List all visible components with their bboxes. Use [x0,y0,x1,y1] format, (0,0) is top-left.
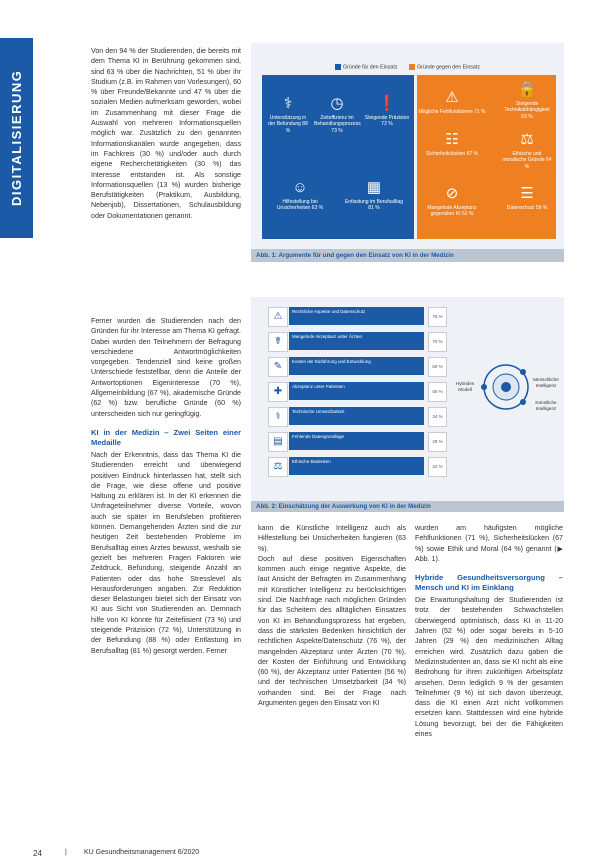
section-heading: KI in der Medizin – Zwei Seiten einer Medaille [91,427,241,447]
paragraph: Nach der Erkenntnis, dass das Thema KI die Studierenden erreicht und überwiegend positiven Eindruck hinterlassen hat, stellt sich die Frage, wie diese offene und positive Haltung zu erklären ist. In der KI erkennen die Umfrageteilnehmer diverse Vorteile, wovon auch sie später im Berufsleben profitieren können. Demangehenden Ärzten sind die zur heutigen Zeit bestehenden Probleme im Berufsalltag eines Arztes bewusst, weshalb sie gezielt bei mehreren Fragen Faktoren wie Zeitdruck, Befundung, steigende Anzahl an Patienten oder das hohe Stresslevel als Herausforderungen angaben. Zur Reduktion dieser Belastungen bietet sich der Einsatz von KI aus Sicht von Studierenden an. Demnach hilfe von KI könnte für Zeitefiisient (73 %) und steigende Präzision (72 %), Unterstützung in der Befundung (88 %) oder Entlastung im Berufsalltag (81 %) gesorgt werden. Ferner [91,450,241,655]
body-column-3 [415,523,563,748]
grid-icon: ▦ [366,179,382,196]
assessment-row [268,407,446,425]
no-icon: ⊘ [445,185,459,202]
warning-icon: ⚠ [445,89,459,106]
row-value: 29 % [428,432,447,452]
ai-label: Künstliche Intelligenz [535,400,557,411]
pro-tile: ❗ Steigende Präzision 72 % [364,95,410,128]
pro-tile: ☺ Hilfestellung bei Unsicherheiten 63 % [270,179,330,212]
body-column-2 [258,523,406,717]
contra-tile: ⚖ Ethische und moralische Gründe 64 % [502,131,552,170]
assessment-row [268,457,446,475]
journal-name: KU Gesundheitsmanagement 6/2020 [84,849,200,856]
pro-tile: ◷ Zeiteffizienz im Behandlungsprozess 73 % [314,95,361,134]
stopwatch-icon: ◷ [330,95,344,112]
users-icon: ☺ [292,179,308,196]
assessment-row [268,382,446,400]
stack-icon: ☰ [520,185,534,202]
row-value: 60 % [428,357,447,377]
assessment-row [268,357,446,375]
contra-tile: ☷ Sicherheitslücken 67 % [417,131,487,157]
warning-icon: ⚠ [268,307,288,327]
figure-caption: Abb. 1: Argumente für und gegen den Einsatz von KI in der Medizin [251,249,564,262]
footer-separator: | [65,849,67,856]
paragraph: Ferner wurden die Studierenden nach den Gründen für ihr Interesse am Thema KI gefragt. Dabei wurden den Teilnehmern der Befragung verschiedene Antwortmöglichkeiten vorgegeben. Tendenziell sind keine großen Unterschiede feststellbar, denn die Anteile der Antwortoptionen Eigeninteresse (70 %), Allgemeinbildung (67 %), akademische Gründe (62 %) bzw. berufliche Gründe (60 %) unterscheiden sich nur geringfügig. [91,317,241,418]
paragraph: wurden am häufigsten mögliche Fehlfunktionen (71 %), Sicherheitslücken (67 %) sowie Ethik und Moral (64 %) genannt (▶ Abb. 1). [415,524,563,563]
node-top [520,369,526,375]
row-text: Mangelnde Akzeptanz unter Ärzten [289,332,424,350]
pro-panel [262,75,414,239]
hybrid-label: Hybrides Modell [455,381,475,392]
legend-contra: Gründe gegen den Einsatz [409,64,480,70]
row-value: 56 % [428,382,447,402]
paragraph: Die Erwartungshaltung der Studierenden ist trotz der bestehenden Schwachstellen überwiegend optimistisch, dass KI in 11-20 Jahren (52 %) oder sogar bereits in 5-10 Jahren (29 %) den medizinischen Alltag erreichen wird. Zusätzlich dazu gaben die Medizinstudenten an, dass sie KI nicht als eine Bedrohung für ihren zukünftigen Arbeitsplatz ansehen. Denn lediglich 9 % der gesamten Teilnehmer (9 %) ist sich davon überzeugt, dass die KI einen Arzt nicht vollkommen ersetzen kann. Stattdessen wird eine hybride Lösung bevorzugt, bei der die Fähigkeiten eines [415,596,563,739]
row-value: 76 % [428,307,447,327]
node-bottom [520,399,526,405]
assessment-row [268,332,446,350]
paragraph: kann die Künstliche Intelligenz auch als Hilfestellung bei Unsicherheiten fungieren (63 %). Doch auf diese positiven Eigenschaften kommen auch einige negative Aspekte, die laut Ansicht der Befragten im Zusammenhang mit Künstlicher Intelligenz zu berücksichtigen sind. Die Nachfrage nach möglichen Gründen für das Scheitern des alltäglichen Einsatzes von KI im Behandlungsprozess hat ergeben, dass die stärksten Bedenken hinsichtlich der rechtlichen Aspekte/Datenschutz (76 %), der mangelnden Akzeptanz unter Ärzten (70 %), der Kosten der Einführung und Entwicklung (60 %), der Akzeptanz unter Patienten (56 %) und der technischen Umsetzbarkeit (34 %) vorhanden sind. Bei der Frage nach Argumenten gegen den Einsatz von KI [258,524,406,708]
pro-tile: ⚕ Unterstützung in der Befundung 88 % [266,95,310,134]
hybrid-dot [501,382,511,392]
row-text: Ethische Bedenken [289,457,424,475]
exclamation-icon: ❗ [377,95,397,112]
contra-tile: 🔒 Steigende Technikabhängigkeit 53 % [501,81,553,120]
row-value: 24 % [428,457,447,477]
contra-panel [417,75,556,239]
figure-arguments [251,43,564,262]
row-text: Technische Umsetzbarkeit [289,407,424,425]
row-text: Fehlende Datengrundlage [289,432,424,450]
assessment-row [268,432,446,450]
paragraph: Von den 94 % der Studierenden, die bereits mit dem Thema KI in Berührung gekommen sind, sind 63 % über die Nachrichten, 51 % über ihr Studium (z.B. im Rahmen von Vorlesungen), 60 % über Freunde/Bekannte und 47 % über die sozialen Medien aufmerksam geworden, wobei im Zusammenhang mit dieser Frage die Auswahl von mehreren Informationsquellen möglich war. Zusätzlich zu den genannten Informationskanälen wurde angegeben, dass im Fachkreis (30 %) und/oder auch durch eigene Recherchetätigkeiten (30 %) das Interesse entstanden ist. Als sonstige Informationsquellen (13 %) wurden bisherige Berufstätigkeiten (Praktikum, Ausbildung, Nebenjob), Dissertationen, Schulausbildung oder Dokumentationen genannt. [91,47,241,220]
figure-caption: Abb. 2: Einschätzung der Auswirkung von KI in der Medizin [251,501,564,512]
crowd-icon: ☷ [445,131,459,148]
contra-tile: ⊘ Mangelnde Akzeptanz gegenüber KI 52 % [417,185,487,218]
scales-icon: ⚖ [268,457,288,477]
figure-assessment [251,297,564,512]
legend [251,64,564,70]
row-text: Kosten der Einführung und Entwicklung [289,357,424,375]
hybrid-diagram [451,352,561,432]
dna-icon: ⚕ [283,95,293,112]
row-text: Akzeptanz unter Patienten [289,382,424,400]
body-column-1-bottom [91,316,241,665]
scales-icon: ⚖ [520,131,534,148]
steth-icon: ⚕ [268,407,288,427]
body-column-1-top [91,46,241,230]
doctor-icon: ☤ [268,332,288,352]
section-label: DIGITALISIERUNG [9,69,24,207]
assessment-row [268,307,446,325]
patient-icon: ✚ [268,382,288,402]
row-value: 34 % [428,407,447,427]
contra-tile: ☰ Datenschutz 59 % [501,185,553,211]
page-number: 24 [33,849,42,858]
legend-pro: Gründe für den Einsatz [335,64,397,70]
syringe-icon: ✎ [268,357,288,377]
row-text: Rechtliche Aspekte und Datenschutz [289,307,424,325]
contra-tile: ⚠ Mögliche Fehlfunktionen 71 % [418,89,486,115]
lock-icon: 🔒 [517,81,537,98]
data-icon: ▤ [268,432,288,452]
node-left [481,384,487,390]
pro-tile: ▦ Entlastung im Berufsalltag 81 % [342,179,406,212]
section-heading: Hybride Gesundheitsversorgung – Mensch und KI im Einklang [415,573,563,593]
row-value: 70 % [428,332,447,352]
human-label: Menschliche Intelligenz [533,377,559,388]
